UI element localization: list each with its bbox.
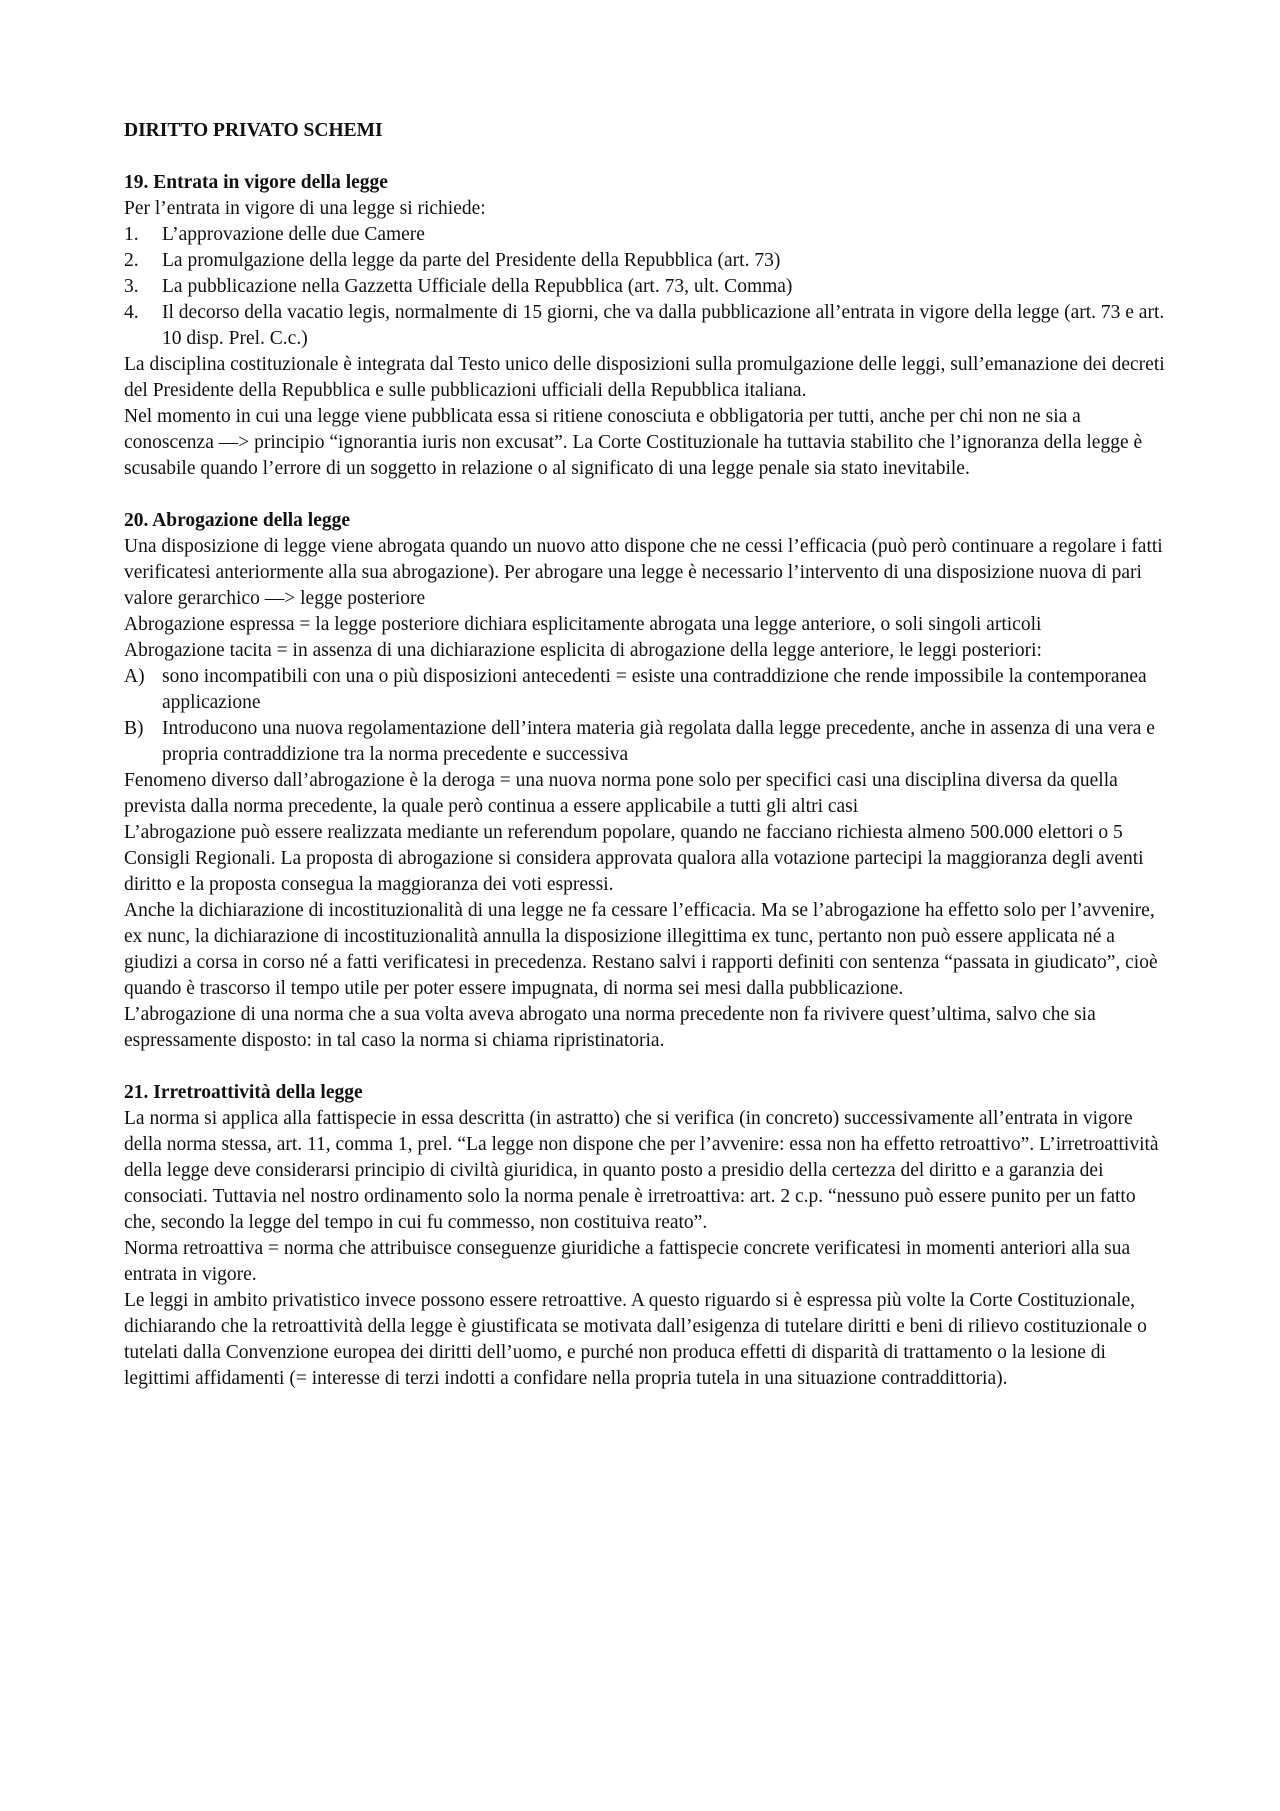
list-item-text: La pubblicazione nella Gazzetta Ufficiale della Repubblica (art. 73, ult. Comma) (162, 276, 793, 297)
paragraph: Fenomeno diverso dall’abrogazione è la deroga = una nuova norma pone solo per specifici casi una disciplina diversa da quella prevista dalla norma precedente, la quale però continua a essere applicabile a tutti gli altri casi (124, 770, 1118, 817)
paragraph: Norma retroattiva = norma che attribuisce conseguenze giuridiche a fattispecie concrete verificatesi in momenti anteriori alla sua entrata in vigore. (124, 1238, 1131, 1285)
list-marker: A) (124, 666, 145, 687)
list-item (124, 274, 1169, 300)
list-item (124, 300, 1169, 352)
section-entrata-in-vigore (124, 170, 1169, 482)
list-item-text: Introducono una nuova regolamentazione dell’intera materia già regolata dalla legge precedente, anche in assenza di una vera e propria contraddizione tra la norma precedente e successiva (162, 718, 1155, 765)
list-item (124, 716, 1169, 768)
list-marker: 2. (124, 250, 139, 271)
paragraph: Le leggi in ambito privatistico invece possono essere retroattive. A questo riguardo si è espressa più volte la Corte Costituzionale, dichiarando che la retroattività della legge è giustificata se motivata dall’esigenza di tutelare diritti e beni di rilievo costituzionale o tutelati dalla Convenzione europea dei diritti dell’uomo, e purché non produca effetti di disparità di trattamento o la lesione di legittimi affidamenti (= interesse di terzi indotti a confidare nella propria tutela in una situazione contraddittoria). (124, 1290, 1147, 1389)
section-heading: 19. Entrata in vigore della legge (124, 172, 388, 193)
list-marker: 1. (124, 224, 139, 245)
section-abrogazione (124, 508, 1169, 1054)
list-item (124, 248, 1169, 274)
list-item (124, 222, 1169, 248)
lettered-list (124, 664, 1169, 768)
paragraph: L’abrogazione può essere realizzata mediante un referendum popolare, quando ne facciano richiesta almeno 500.000 elettori o 5 Consigli Regionali. La proposta di abrogazione si considera approvata qualora alla votazione partecipi la maggioranza degli aventi diritto e la proposta consegua la maggioranza dei voti espressi. (124, 822, 1144, 895)
list-item (124, 664, 1169, 716)
list-item-text: sono incompatibili con una o più disposizioni antecedenti = esiste una contraddizione che rende impossibile la contemporanea applicazione (162, 666, 1147, 713)
section-irretroattivita (124, 1080, 1169, 1392)
paragraph: Nel momento in cui una legge viene pubblicata essa si ritiene conosciuta e obbligatoria per tutti, anche per chi non ne sia a conoscenza —> principio “ignorantia iuris non excusat”. La Corte Costituzionale ha tuttavia stabilito che l’ignoranza della legge è scusabile quando l’errore di un soggetto in relazione o al significato di una legge penale sia stato inevitabile. (124, 406, 1143, 479)
section-heading: 21. Irretroattività della legge (124, 1082, 363, 1103)
list-marker: 4. (124, 302, 139, 323)
numbered-list (124, 222, 1169, 352)
list-marker: 3. (124, 276, 139, 297)
list-item-text: Il decorso della vacatio legis, normalmente di 15 giorni, che va dalla pubblicazione all’entrata in vigore della legge (art. 73 e art. 10 disp. Prel. C.c.) (162, 302, 1165, 349)
paragraph: Per l’entrata in vigore di una legge si richiede: (124, 198, 486, 219)
paragraph: La norma si applica alla fattispecie in essa descritta (in astratto) che si verifica (in concreto) successivamente all’entrata in vigore della norma stessa, art. 11, comma 1, prel. “La legge non dispone che per l’avvenire: essa non ha effetto retroattivo”. L’irretroattività della legge deve considerarsi principio di civiltà giuridica, in quanto posto a presidio della certezza del diritto e a garanzia dei consociati. Tuttavia nel nostro ordinamento solo la norma penale è irretroattiva: art. 2 c.p. “nessuno può essere punito per un fatto che, secondo la legge del tempo in cui fu commesso, non costituiva reato”. (124, 1108, 1159, 1233)
paragraph: La disciplina costituzionale è integrata dal Testo unico delle disposizioni sulla promulgazione delle leggi, sull’emanazione dei decreti del Presidente della Repubblica e sulle pubblicazioni ufficiali della Repubblica italiana. (124, 354, 1165, 401)
document-page (124, 118, 1169, 1418)
paragraph: Abrogazione espressa = la legge posteriore dichiara esplicitamente abrogata una legge anteriore, o soli singoli articoli (124, 614, 1042, 635)
paragraph: Anche la dichiarazione di incostituzionalità di una legge ne fa cessare l’efficacia. Ma se l’abrogazione ha effetto solo per l’avvenire, ex nunc, la dichiarazione di incostituzionalità annulla la disposizione illegittima ex tunc, pertanto non può essere applicata né a giudizi a corsa in corso né a fatti verificatesi in precedenza. Restano salvi i rapporti definiti con sentenza “passata in giudicato”, cioè quando è trascorso il tempo utile per poter essere impugnata, di norma sei mesi dalla pubblicazione. (124, 900, 1158, 999)
list-item-text: La promulgazione della legge da parte del Presidente della Repubblica (art. 73) (162, 250, 781, 271)
paragraph: L’abrogazione di una norma che a sua volta aveva abrogato una norma precedente non fa rivivere quest’ultima, salvo che sia espressamente disposto: in tal caso la norma si chiama ripristinatoria. (124, 1004, 1096, 1051)
section-heading: 20. Abrogazione della legge (124, 510, 351, 531)
paragraph: Abrogazione tacita = in assenza di una dichiarazione esplicita di abrogazione della legge anteriore, le leggi posteriori: (124, 640, 1042, 661)
paragraph: Una disposizione di legge viene abrogata quando un nuovo atto dispone che ne cessi l’efficacia (può però continuare a regolare i fatti verificatesi anteriormente alla sua abrogazione). Per abrogare una legge è necessario l’intervento di una disposizione nuova di pari valore gerarchico —> legge posteriore (124, 536, 1163, 609)
list-item-text: L’approvazione delle due Camere (162, 224, 425, 245)
document-title: DIRITTO PRIVATO SCHEMI (124, 120, 383, 141)
list-marker: B) (124, 718, 144, 739)
